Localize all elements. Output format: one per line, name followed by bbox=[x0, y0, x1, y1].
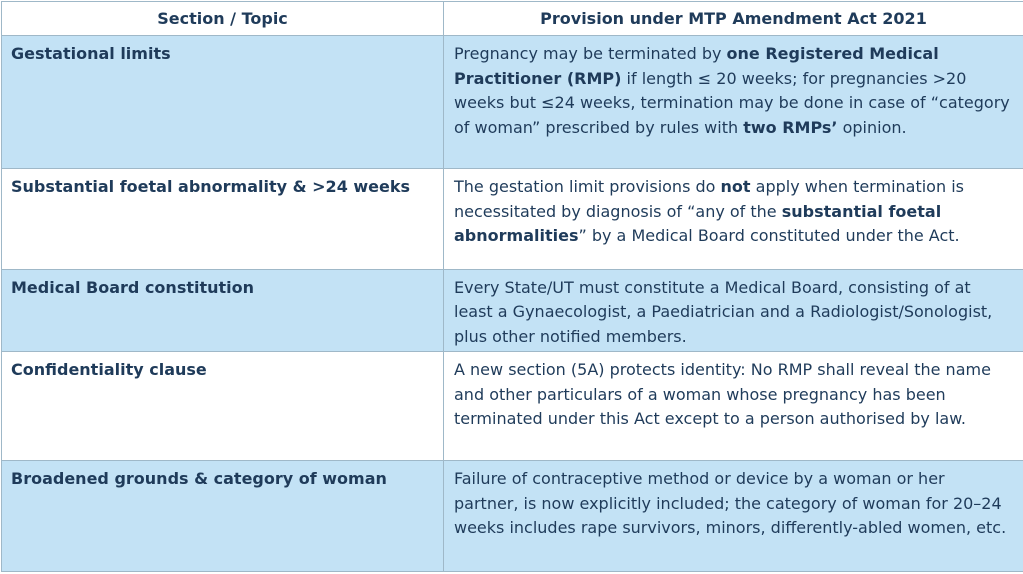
table-row bbox=[2, 269, 1023, 351]
text-run: The gestation limit provisions do bbox=[454, 177, 721, 197]
mtp-provisions-table bbox=[1, 1, 1023, 572]
topic-cell: Gestational limits bbox=[2, 36, 444, 169]
provision-cell bbox=[444, 269, 1023, 351]
provision-cell bbox=[444, 461, 1023, 572]
bold-text-run: two RMPs’ bbox=[743, 117, 838, 137]
text-run: apply when termination is necessitated by diagnosis of “any of the bbox=[454, 177, 964, 221]
table-header-row bbox=[2, 2, 1023, 36]
table-row bbox=[2, 36, 1023, 169]
header-topic: Section / Topic bbox=[2, 2, 444, 36]
bold-text-run: one Registered Medical Practitioner (RMP) bbox=[454, 44, 939, 88]
header-provision: Provision under MTP Amendment Act 2021 bbox=[444, 2, 1023, 36]
table-row bbox=[2, 461, 1023, 572]
text-run: ” by a Medical Board constituted under the Act. bbox=[578, 226, 960, 246]
table-row bbox=[2, 169, 1023, 270]
bold-text-run: not bbox=[720, 177, 751, 197]
bold-text-run: substantial foetal abnormalities bbox=[454, 201, 942, 246]
provision-cell bbox=[444, 352, 1023, 461]
text-run: Every State/UT must constitute a Medical Board, consisting of at least a Gynaecologist, a Paediatrician and a Radiologist/Sonologist, plus other notified members. bbox=[454, 277, 993, 346]
provision-cell bbox=[444, 169, 1023, 270]
text-run: Failure of contraceptive method or device by a woman or her partner, is now explicitly included; the category of woman for 20–24 weeks includes rape survivors, minors, differently-abled women, etc. bbox=[454, 469, 1007, 538]
topic-cell: Broadened grounds & category of woman bbox=[2, 461, 444, 572]
text-run: if length ≤ 20 weeks; for pregnancies >20 weeks but ≤24 weeks, termination may be done in case of “category of woman” prescribed by rules with bbox=[454, 68, 1010, 137]
topic-cell: Substantial foetal abnormality & >24 weeks bbox=[2, 169, 444, 270]
topic-cell: Medical Board constitution bbox=[2, 269, 444, 351]
text-run: Pregnancy may be terminated by bbox=[454, 44, 727, 63]
text-run: opinion. bbox=[837, 117, 907, 137]
text-run: A new section (5A) protects identity: No RMP shall reveal the name and other particulars of a woman whose pregnancy has been terminated under this Act except to a person authorised by law. bbox=[454, 360, 991, 429]
provision-cell bbox=[444, 36, 1023, 169]
topic-cell: Confidentiality clause bbox=[2, 352, 444, 461]
table-row bbox=[2, 352, 1023, 461]
